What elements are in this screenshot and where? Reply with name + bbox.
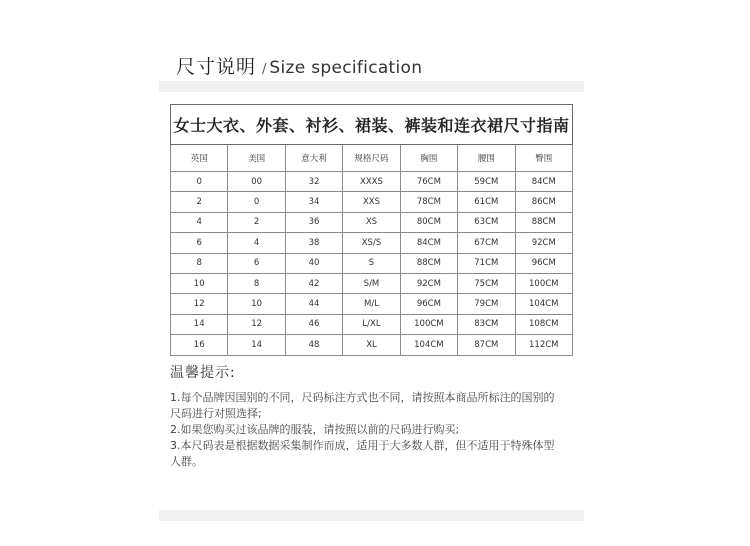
table-cell: 44	[285, 294, 342, 314]
table-cell: 75CM	[458, 273, 515, 293]
table-row	[171, 314, 573, 334]
table-row	[171, 273, 573, 293]
table-cell: 87CM	[458, 335, 515, 355]
table-cell: 4	[228, 233, 285, 253]
tip-line: 1.每个品牌因国别的不同，尺码标注方式也不同，请按照本商品所标注的国别的	[170, 391, 555, 404]
table-cell: 100CM	[515, 273, 572, 293]
size-table	[170, 104, 573, 356]
table-row	[171, 233, 573, 253]
table-row	[171, 294, 573, 314]
tip-line: 人群。	[170, 455, 203, 468]
table-row	[171, 172, 573, 192]
table-cell: 100CM	[400, 314, 457, 334]
table-cell: 80CM	[400, 212, 457, 232]
table-cell: S	[343, 253, 400, 273]
table-cell: 0	[228, 192, 285, 212]
table-cell: 92CM	[515, 233, 572, 253]
table-cell: 88CM	[400, 253, 457, 273]
table-cell: 14	[228, 335, 285, 355]
table-cell: 38	[285, 233, 342, 253]
table-cell: 78CM	[400, 192, 457, 212]
column-header: 意大利	[285, 145, 342, 172]
table-cell: 6	[171, 233, 228, 253]
column-header: 胸围	[400, 145, 457, 172]
table-cell: 8	[228, 273, 285, 293]
section-header	[176, 52, 422, 80]
table-cell: 61CM	[458, 192, 515, 212]
column-header: 臀围	[515, 145, 572, 172]
table-cell: 12	[171, 294, 228, 314]
table-cell: 84CM	[400, 233, 457, 253]
table-cell: 0	[171, 172, 228, 192]
table-cell: 10	[228, 294, 285, 314]
table-cell: XXXS	[343, 172, 400, 192]
table-cell: 83CM	[458, 314, 515, 334]
tip-line: 2.如果您购买过该品牌的服装，请按照以前的尺码进行购买;	[170, 423, 460, 436]
table-row	[171, 335, 573, 355]
table-cell: XXS	[343, 192, 400, 212]
table-cell: 36	[285, 212, 342, 232]
table-cell: 12	[228, 314, 285, 334]
table-cell: 32	[285, 172, 342, 192]
table-cell: 42	[285, 273, 342, 293]
table-cell: 104CM	[400, 335, 457, 355]
table-cell: 2	[228, 212, 285, 232]
tip-line: 3.本尺码表是根据数据采集制作而成，适用于大多数人群，但不适用于特殊体型	[170, 439, 555, 452]
table-cell: 88CM	[515, 212, 572, 232]
table-row	[171, 192, 573, 212]
table-cell: 108CM	[515, 314, 572, 334]
title-separator: /	[262, 62, 267, 77]
table-cell: 00	[228, 172, 285, 192]
top-divider-bar	[159, 81, 584, 92]
table-cell: XL	[343, 335, 400, 355]
table-cell: 16	[171, 335, 228, 355]
table-cell: 6	[228, 253, 285, 273]
table-cell: L/XL	[343, 314, 400, 334]
tips-lines	[170, 390, 590, 470]
table-cell: XS/S	[343, 233, 400, 253]
table-row	[171, 212, 573, 232]
size-chart	[170, 104, 573, 356]
table-cell: 59CM	[458, 172, 515, 192]
column-header: 美国	[228, 145, 285, 172]
table-cell: 4	[171, 212, 228, 232]
column-header: 腰围	[458, 145, 515, 172]
bottom-divider-bar	[159, 510, 584, 521]
table-cell: 48	[285, 335, 342, 355]
table-cell: 79CM	[458, 294, 515, 314]
tips-section	[170, 362, 590, 470]
table-cell: M/L	[343, 294, 400, 314]
table-cell: 14	[171, 314, 228, 334]
table-header-row	[171, 145, 573, 172]
table-cell: S/M	[343, 273, 400, 293]
table-cell: 40	[285, 253, 342, 273]
table-cell: 63CM	[458, 212, 515, 232]
table-cell: 96CM	[515, 253, 572, 273]
table-cell: 112CM	[515, 335, 572, 355]
table-body	[171, 172, 573, 356]
table-cell: 10	[171, 273, 228, 293]
table-cell: XS	[343, 212, 400, 232]
table-cell: 46	[285, 314, 342, 334]
table-cell: 96CM	[400, 294, 457, 314]
table-cell: 104CM	[515, 294, 572, 314]
table-title: 女士大衣、外套、衬衫、裙装、裤装和连衣裙尺寸指南	[171, 105, 573, 145]
table-cell: 92CM	[400, 273, 457, 293]
table-row	[171, 253, 573, 273]
table-cell: 34	[285, 192, 342, 212]
table-cell: 2	[171, 192, 228, 212]
tips-title: 温馨提示:	[170, 365, 236, 381]
table-cell: 8	[171, 253, 228, 273]
column-header: 规格尺码	[343, 145, 400, 172]
table-cell: 67CM	[458, 233, 515, 253]
table-cell: 86CM	[515, 192, 572, 212]
table-cell: 76CM	[400, 172, 457, 192]
column-header: 英国	[171, 145, 228, 172]
tip-line: 尺码进行对照选择;	[170, 407, 262, 420]
section-title-zh: 尺寸说明	[176, 56, 257, 78]
table-cell: 84CM	[515, 172, 572, 192]
section-title-en: Size specification	[269, 58, 423, 78]
table-cell: 71CM	[458, 253, 515, 273]
